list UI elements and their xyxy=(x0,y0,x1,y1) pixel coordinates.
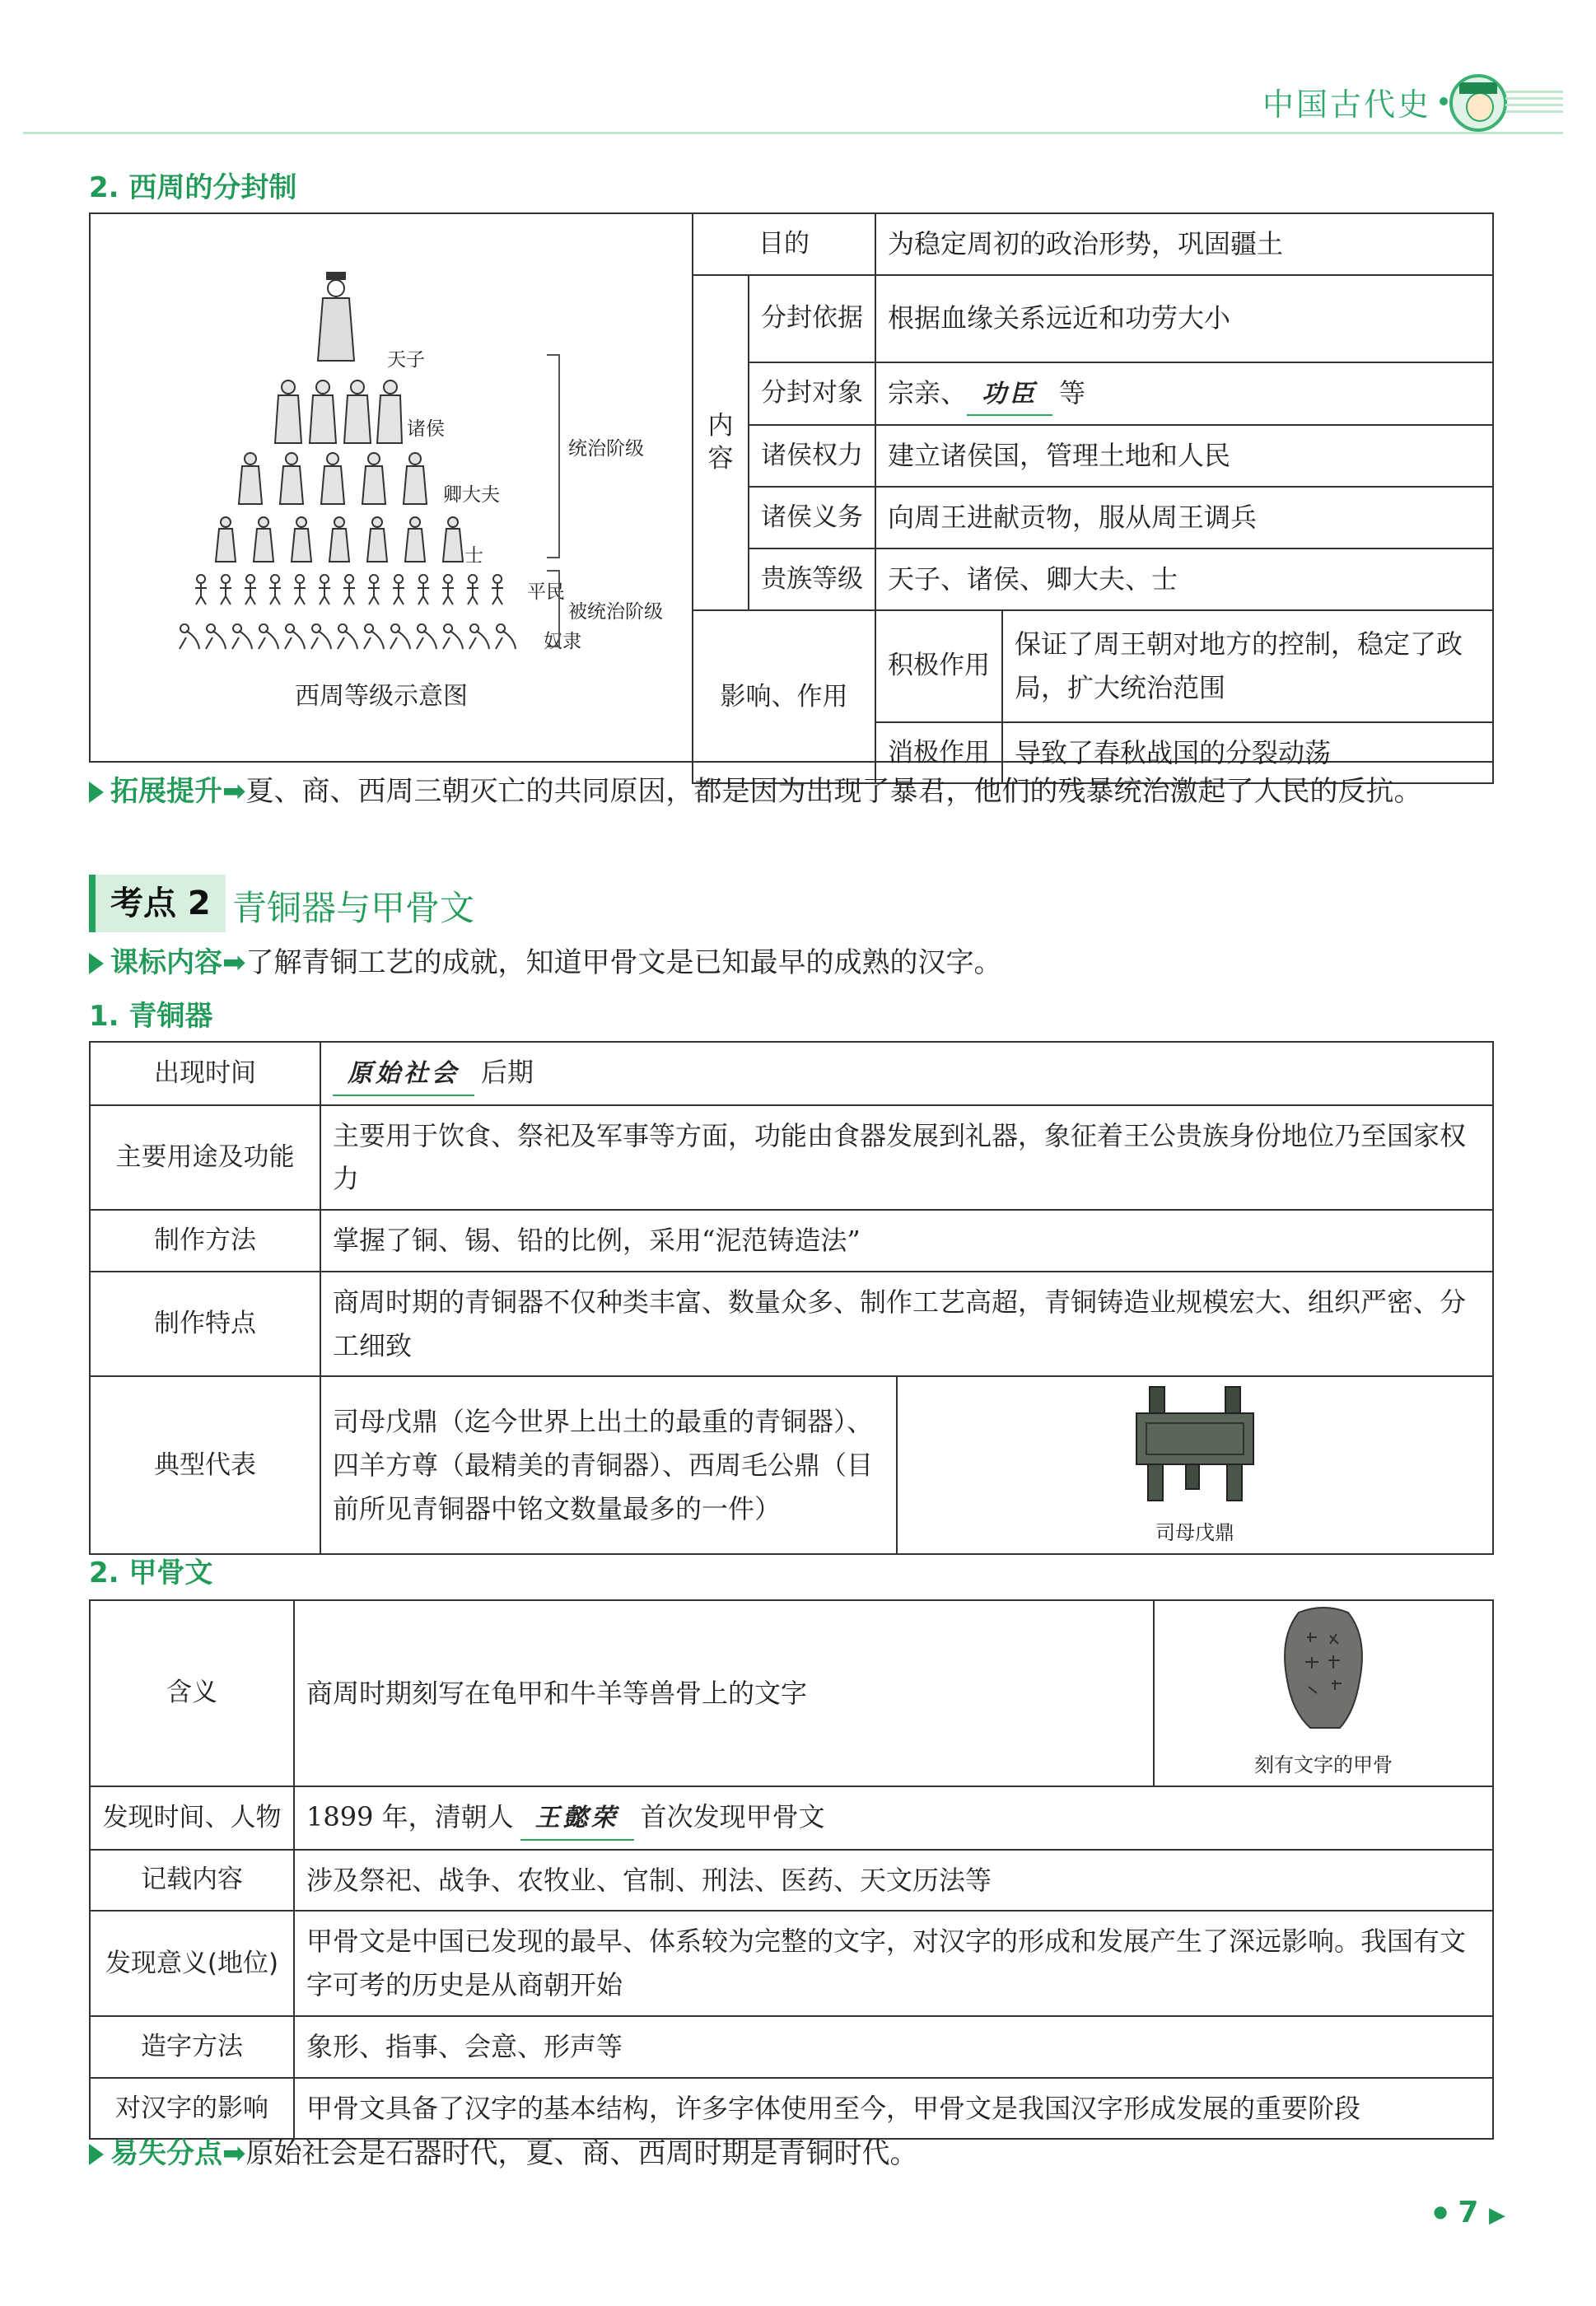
bronze-rep-value: 司母戊鼎（迄今世界上出土的最重的青铜器）、四羊方尊（最精美的青铜器）、西周毛公鼎（目前所见青铜器中铭文数量最多的一件） xyxy=(320,1376,897,1553)
bronze-time-suffix: 后期 xyxy=(481,1057,534,1088)
mistake-note-text: 原始社会是石器时代，夏、商、西周时期是青铜时代。 xyxy=(245,2137,918,2170)
oracle-discover-prefix: 1899 年，清朝人 xyxy=(306,1801,514,1832)
header-title: 中国古代史 xyxy=(1262,86,1431,123)
oracle-influence-label: 对汉字的影响 xyxy=(90,2078,294,2140)
pingmin-figures-icon xyxy=(193,570,522,606)
page-dot-icon: ● xyxy=(1433,2201,1448,2221)
bronze-feature-value: 商周时期的青铜器不仅种类丰富、数量众多、制作工艺高超，青铜铸造业规模宏大、组织严密、分工细致 xyxy=(320,1272,1493,1377)
oracle-significance-value: 甲骨文是中国已发现的最早、体系较为完整的文字，对汉字的形成和发展产生了深远影响。我国有文字可考的历史是从商朝开始 xyxy=(294,1911,1493,2016)
oracle-method-value: 象形、指事、会意、形声等 xyxy=(294,2016,1493,2078)
mistake-note-tag: 易失分点 xyxy=(110,2137,222,2170)
level-label-qingdafu: 卿大夫 xyxy=(443,484,500,506)
section-title-fengjian: 2. 西周的分封制 xyxy=(89,171,297,204)
bronze-method-label: 制作方法 xyxy=(90,1210,320,1272)
bronze-time-label: 出现时间 xyxy=(90,1042,320,1105)
bronze-rep-label: 典型代表 xyxy=(90,1376,320,1553)
target-prefix: 宗亲、 xyxy=(888,376,968,408)
bronze-time-answer: 原始社会 xyxy=(333,1053,474,1096)
oracle-meaning-value: 商周时期刻写在龟甲和牛羊等兽骨上的文字 xyxy=(294,1600,1154,1786)
oracle-discover-label: 发现时间、人物 xyxy=(90,1786,294,1850)
duty-value: 向周王进献贡物，服从周王调兵 xyxy=(875,487,1493,548)
hierarchy-figure xyxy=(89,214,692,759)
bronze-method-value: 掌握了铜、锡、铅的比例，采用“泥范铸造法” xyxy=(320,1210,1493,1272)
impact-label: 影响、作用 xyxy=(693,610,875,784)
rank-value: 天子、诸侯、卿大夫、士 xyxy=(875,548,1493,610)
ruled-class-label: 被统治阶级 xyxy=(568,601,663,623)
oracle-meaning-label: 含义 xyxy=(90,1600,294,1786)
shi-figures-icon xyxy=(212,516,484,563)
level-label-nuli: 奴隶 xyxy=(544,631,581,652)
bronze-use-label: 主要用途及功能 xyxy=(90,1105,320,1211)
power-value: 建立诸侯国，管理土地和人民 xyxy=(875,425,1493,487)
bronze-use-value: 主要用于饮食、祭祀及军事等方面，功能由食器发展到礼器，象征着王公贵族身份地位乃至国家权力 xyxy=(320,1105,1493,1211)
negative-value: 导致了春秋战国的分裂动荡 xyxy=(1002,722,1493,784)
ruling-bracket xyxy=(547,354,560,558)
bronze-time-value xyxy=(320,1042,1493,1105)
basis-label: 分封依据 xyxy=(749,275,875,362)
basis-value: 根据血缘关系远近和功劳大小 xyxy=(875,275,1493,362)
oracle-bone-cell xyxy=(1154,1600,1493,1786)
purpose-value: 为稳定周初的政治形势，巩固疆土 xyxy=(875,213,1493,275)
kaodian-title: 青铜器与甲骨文 xyxy=(232,888,475,928)
header-stripes xyxy=(1505,91,1563,115)
oracle-record-value: 涉及祭祀、战争、农牧业、官制、刑法、医药、天文历法等 xyxy=(294,1850,1493,1912)
extend-note xyxy=(89,768,1494,817)
figure-caption: 西周等级示意图 xyxy=(295,682,468,711)
target-suffix: 等 xyxy=(1059,376,1086,408)
oracle-discover-answer: 王懿荣 xyxy=(520,1798,634,1841)
header-dot xyxy=(1440,97,1448,105)
mistake-note xyxy=(89,2130,1494,2179)
level-label-tianzi: 天子 xyxy=(387,349,425,371)
oracle-significance-label: 发现意义(地位) xyxy=(90,1911,294,2016)
extend-note-tag: 拓展提升 xyxy=(110,775,222,808)
oracle-bone-caption: 刻有文字的甲骨 xyxy=(1254,1753,1393,1777)
positive-value: 保证了周王朝对地方的控制，稳定了政局，扩大统治范围 xyxy=(1002,610,1493,722)
bronze-table xyxy=(89,1041,1494,1555)
bronze-feature-label: 制作特点 xyxy=(90,1272,320,1377)
triangle-marker-icon xyxy=(89,782,104,803)
positive-label: 积极作用 xyxy=(875,610,1002,722)
power-label: 诸侯权力 xyxy=(749,425,875,487)
oracle-table xyxy=(89,1599,1494,2140)
page-arrow-icon: ▶ xyxy=(1489,2203,1505,2228)
section-title-oracle: 2. 甲骨文 xyxy=(89,1557,213,1589)
page-number xyxy=(1433,2196,1505,2229)
scholar-avatar-icon xyxy=(1449,74,1507,132)
fengjian-table xyxy=(692,212,1494,784)
target-label: 分封对象 xyxy=(749,362,875,426)
oracle-method-label: 造字方法 xyxy=(90,2016,294,2078)
oracle-record-label: 记载内容 xyxy=(90,1850,294,1912)
extend-note-text: 夏、商、西周三朝灭亡的共同原因，都是因为出现了暴君，他们的残暴统治激起了人民的反抗。 xyxy=(245,775,1422,808)
triangle-marker-icon xyxy=(89,953,104,974)
level-label-shi: 士 xyxy=(464,545,483,567)
ruled-bracket xyxy=(547,570,560,647)
target-answer: 功臣 xyxy=(967,374,1052,417)
simuwu-ding-image xyxy=(1125,1380,1265,1504)
oracle-discover-suffix: 首次发现甲骨文 xyxy=(640,1801,825,1832)
simuwu-ding-cell xyxy=(897,1376,1493,1553)
kaodian-badge: 考点 2 xyxy=(89,875,226,932)
zhuhou-figures-icon xyxy=(272,379,404,445)
level-label-pingmin: 平民 xyxy=(527,581,565,603)
purpose-label: 目的 xyxy=(693,213,875,275)
duty-label: 诸侯义务 xyxy=(749,487,875,548)
arrow-right-icon: ➡ xyxy=(222,2137,246,2170)
negative-label: 消极作用 xyxy=(875,722,1002,784)
section-title-bronze: 1. 青铜器 xyxy=(89,1000,213,1033)
target-value xyxy=(875,362,1493,426)
arrow-right-icon: ➡ xyxy=(222,775,246,808)
qingdafu-figures-icon xyxy=(236,451,450,506)
standard-note-tag: 课标内容 xyxy=(110,946,222,979)
standard-note-text: 了解青铜工艺的成就，知道甲骨文是已知最早的成熟的汉字。 xyxy=(245,946,1002,979)
tianzi-figure-icon xyxy=(311,272,361,362)
oracle-discover-value xyxy=(294,1786,1493,1850)
simuwu-ding-caption: 司母戊鼎 xyxy=(1155,1521,1234,1545)
oracle-bone-image xyxy=(1274,1604,1373,1736)
triangle-marker-icon xyxy=(89,2144,104,2165)
arrow-right-icon: ➡ xyxy=(222,946,246,979)
standard-note xyxy=(89,939,1494,988)
content-label: 内容 xyxy=(693,275,749,610)
page-number-value: 7 xyxy=(1458,2196,1479,2229)
oracle-influence-value: 甲骨文具备了汉字的基本结构，许多字体使用至今，甲骨文是我国汉字形成发展的重要阶段 xyxy=(294,2078,1493,2140)
rank-label: 贵族等级 xyxy=(749,548,875,610)
level-label-zhuhou: 诸侯 xyxy=(407,418,445,440)
ruling-class-label: 统治阶级 xyxy=(568,438,644,460)
header-rule xyxy=(23,132,1563,134)
nuli-figures-icon xyxy=(176,618,539,651)
